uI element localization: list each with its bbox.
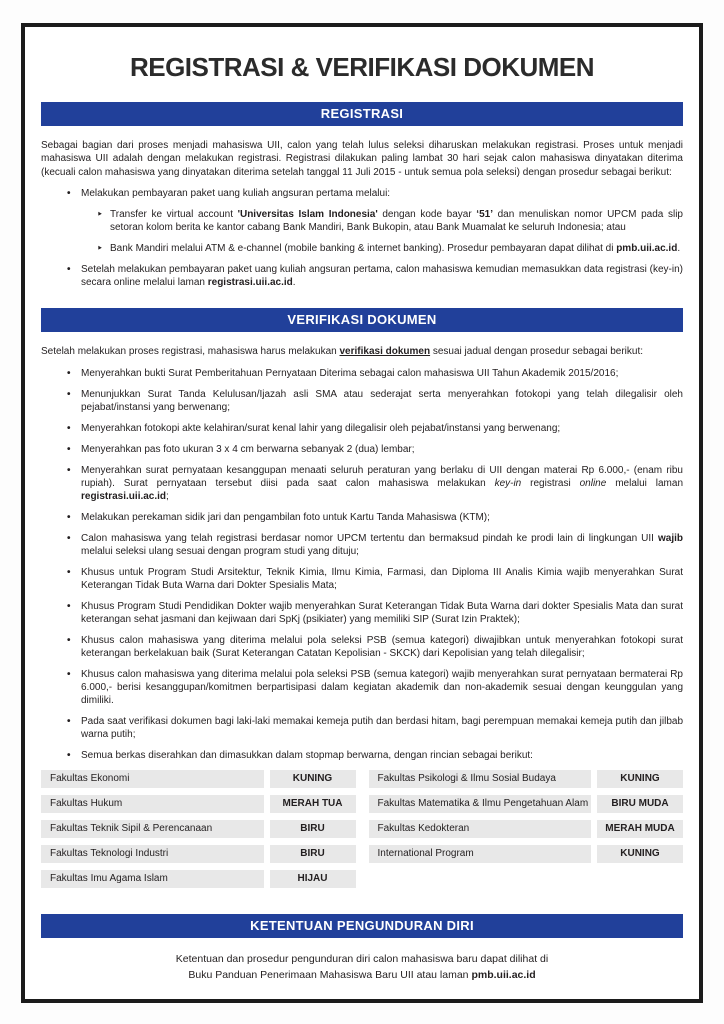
bullet-item bbox=[67, 388, 683, 414]
bullet-text bbox=[81, 600, 683, 626]
folder-color-table-left bbox=[41, 770, 356, 895]
faculty-name-cell: Fakultas Imu Agama Islam bbox=[41, 870, 264, 888]
folder-color-cell: MERAH TUA bbox=[270, 795, 356, 813]
bullet-icon: • bbox=[67, 187, 71, 199]
bullet-icon: • bbox=[67, 389, 71, 401]
text-run: registrasi bbox=[521, 478, 580, 490]
bullet-text bbox=[81, 715, 683, 741]
text-run: Transfer ke virtual account bbox=[110, 208, 238, 220]
bullet-icon: • bbox=[67, 263, 71, 275]
faculty-name-cell: Fakultas Psikologi & Ilmu Sosial Budaya bbox=[369, 770, 592, 788]
text-run: 'Universitas Islam Indonesia' bbox=[237, 208, 378, 220]
bullet-item bbox=[67, 715, 683, 741]
bullet-icon: • bbox=[67, 423, 71, 435]
section-header-registrasi: REGISTRASI bbox=[41, 102, 683, 126]
bullet-icon: • bbox=[67, 750, 71, 762]
withdrawal-note-line2 bbox=[41, 967, 683, 983]
sub-bullet-icon: ‣ bbox=[97, 242, 103, 253]
text-run: dan menuliskan nomor UPCM pada slip setoran kolom berita ke kantor cabang Bank Mandiri, Bank Bukopin, atau Bank Muamalat ke seluruh Indonesia; atau bbox=[110, 208, 683, 233]
bullet-text bbox=[81, 388, 683, 414]
bullet-item bbox=[67, 422, 683, 435]
text-run: ‘51’ bbox=[476, 208, 493, 220]
text-run: Menyerahkan fotokopi akte kelahiran/surat kenal lahir yang dilegalisir oleh pejabat/instansi yang berwenang; bbox=[81, 423, 561, 435]
folder-color-cell: KUNING bbox=[597, 845, 683, 863]
sub-bullet-icon: ‣ bbox=[97, 208, 103, 219]
faculty-name-cell: Fakultas Matematika & Ilmu Pengetahuan Alam bbox=[369, 795, 592, 813]
text-run: Ketentuan dan prosedur pengunduran diri calon mahasiswa baru dapat dilihat di bbox=[175, 953, 549, 966]
text-run: key-in bbox=[494, 478, 522, 490]
text-run: . bbox=[292, 276, 296, 288]
faculty-color-row bbox=[369, 770, 684, 788]
verifikasi-intro bbox=[41, 345, 683, 358]
bullet-text bbox=[81, 443, 683, 456]
bullet-text bbox=[81, 749, 683, 762]
bullet-item bbox=[67, 749, 683, 762]
text-run: Setelah melakukan pembayaran paket uang kuliah angsuran pertama, calon mahasiswa kemudian memasukkan data registrasi (key-in) secara online melalui laman bbox=[81, 263, 683, 288]
withdrawal-note-line1 bbox=[41, 951, 683, 967]
bullet-icon: • bbox=[67, 635, 71, 647]
faculty-name-cell: Fakultas Hukum bbox=[41, 795, 264, 813]
bullet-item bbox=[67, 367, 683, 380]
faculty-color-row bbox=[369, 820, 684, 838]
folder-color-table-right bbox=[369, 770, 684, 895]
text-run: Setelah melakukan proses registrasi, mahasiswa harus melakukan bbox=[41, 345, 340, 357]
bullet-item bbox=[67, 464, 683, 503]
text-run: ; bbox=[166, 491, 169, 503]
faculty-color-row bbox=[41, 795, 356, 813]
bullet-text bbox=[110, 208, 683, 234]
section-header-verifikasi: VERIFIKASI DOKUMEN bbox=[41, 308, 683, 332]
bullet-item bbox=[67, 600, 683, 626]
registrasi-intro bbox=[41, 139, 683, 179]
text-run: Khusus calon mahasiswa yang diterima melalui pola seleksi PSB (semua kategori) wajib menyerahkan surat pernyataan bermaterai Rp 6.000,- berisi kesanggupan/komitmen berpartisipasi dalam kegiatan akademik dan non-akademik sesuai dengan keunggulan yang dimiliki. bbox=[81, 669, 683, 707]
bullet-item bbox=[67, 668, 683, 707]
faculty-color-row bbox=[41, 820, 356, 838]
bullet-text bbox=[81, 668, 683, 707]
bullet-text bbox=[81, 187, 683, 200]
text-run: pmb.uii.ac.id bbox=[471, 969, 536, 982]
text-run: wajib bbox=[657, 533, 683, 545]
section-header-ketentuan: KETENTUAN PENGUNDURAN DIRI bbox=[41, 914, 683, 938]
page-title: REGISTRASI & VERIFIKASI DOKUMEN bbox=[129, 52, 595, 82]
text-run: Khusus untuk Program Studi Arsitektur, Teknik Kimia, Ilmu Kimia, Farmasi, dan Diploma III Analis Kimia wajib menyerahkan Surat Keterangan Tidak Buta Warna dari Dokter Spesialis Mata; bbox=[81, 567, 683, 592]
text-run: Sebagai bagian dari proses menjadi mahasiswa UII, calon yang telah lulus seleksi diharuskan melakukan registrasi. Proses untuk menjadi mahasiswa UII adalah dengan melakukan registrasi. Registrasi dilakukan paling lambat 30 hari sejak calon mahasiswa dinyatakan diterima (kecuali calon mahasiswa yang dinyatakan diterima setelah tanggal 11 Juli 2015 - untuk semua pola seleksi) dengan prosedur sebagai berikut: bbox=[41, 140, 683, 178]
bullet-icon: • bbox=[67, 512, 71, 524]
bullet-item bbox=[67, 511, 683, 524]
verifikasi-bullet-list bbox=[41, 367, 683, 762]
faculty-color-row bbox=[369, 795, 684, 813]
text-run: online bbox=[579, 478, 607, 490]
folder-color-cell: KUNING bbox=[270, 770, 356, 788]
text-run: verifikasi dokumen bbox=[339, 345, 431, 357]
text-run: Menyerahkan surat pernyataan kesanggupan menaati seluruh peraturan yang berlaku di UII dengan materai Rp 6.000,- (enam ribu rupiah). Surat pernyataan tersebut diisi pada saat calon mahasiswa melakukan bbox=[81, 465, 683, 490]
folder-color-cell: BIRU bbox=[270, 820, 356, 838]
text-run: Buku Panduan Penerimaan Mahasiswa Baru UII atau laman bbox=[188, 969, 472, 982]
folder-color-table bbox=[41, 770, 683, 895]
text-run: melalui laman bbox=[606, 478, 684, 490]
bullet-item bbox=[67, 634, 683, 660]
bullet-icon: • bbox=[67, 465, 71, 477]
withdrawal-note bbox=[41, 951, 683, 984]
bullet-text bbox=[110, 242, 683, 255]
text-run: . bbox=[677, 242, 681, 254]
bullet-icon: • bbox=[67, 533, 71, 545]
text-run: registrasi.uii.ac.id bbox=[81, 491, 167, 503]
registrasi-bullet-list bbox=[41, 187, 683, 289]
folder-color-cell: KUNING bbox=[597, 770, 683, 788]
bullet-icon: • bbox=[67, 716, 71, 728]
folder-color-cell: BIRU MUDA bbox=[597, 795, 683, 813]
bullet-icon: • bbox=[67, 444, 71, 456]
document-page bbox=[21, 23, 703, 1003]
text-run: Semua berkas diserahkan dan dimasukkan dalam stopmap berwarna, dengan rincian sebagai berikut: bbox=[81, 750, 533, 762]
bullet-item bbox=[97, 208, 683, 234]
bullet-text bbox=[81, 367, 683, 380]
faculty-name-cell: Fakultas Kedokteran bbox=[369, 820, 592, 838]
bullet-icon: • bbox=[67, 567, 71, 579]
text-run: Khusus Program Studi Pendidikan Dokter wajib menyerahkan Surat Keterangan Tidak Buta Warna dari dokter Spesialis Mata dan surat keterangan sehat jasmani dan kejiwaan dari SpKj (psikiater) yang memiliki SIP (Surat Izin Praktek); bbox=[81, 601, 683, 626]
bullet-item bbox=[97, 242, 683, 255]
folder-color-cell: MERAH MUDA bbox=[597, 820, 683, 838]
faculty-name-cell: Fakultas Ekonomi bbox=[41, 770, 264, 788]
text-run: dengan kode bayar bbox=[377, 208, 477, 220]
text-run: Calon mahasiswa yang telah registrasi berdasar nomor UPCM tertentu dan bermaksud pindah ke prodi lain di lingkungan UII bbox=[81, 533, 658, 545]
text-run: Bank Mandiri melalui ATM & e-channel (mobile banking & internet banking). Prosedur pembayaran dapat dilihat di bbox=[110, 242, 617, 254]
faculty-name-cell: Fakultas Teknik Sipil & Perencanaan bbox=[41, 820, 264, 838]
bullet-icon: • bbox=[67, 669, 71, 681]
bullet-item bbox=[67, 566, 683, 592]
bullet-item bbox=[67, 443, 683, 456]
faculty-name-cell: International Program bbox=[369, 845, 592, 863]
bullet-text bbox=[81, 422, 683, 435]
text-run: Menyerahkan pas foto ukuran 3 x 4 cm berwarna sebanyak 2 (dua) lembar; bbox=[81, 444, 415, 456]
bullet-text bbox=[81, 634, 683, 660]
bullet-icon: • bbox=[67, 368, 71, 380]
faculty-color-row bbox=[369, 845, 684, 863]
text-run: Menunjukkan Surat Tanda Kelulusan/Ijazah asli SMA atau sederajat serta menyerahkan fotokopi yang telah dilegalisir oleh pejabat/instansi yang berwenang; bbox=[81, 389, 683, 414]
text-run: Menyerahkan bukti Surat Pemberitahuan Pernyataan Diterima sebagai calon mahasiswa UII Tahun Akademik 2015/2016; bbox=[81, 368, 619, 380]
text-run: Pada saat verifikasi dokumen bagi laki-laki memakai kemeja putih dan berdasi hitam, bagi perempuan memakai kemeja putih dan jilbab warna putih; bbox=[81, 716, 683, 741]
bullet-text bbox=[81, 464, 683, 503]
bullet-text bbox=[81, 566, 683, 592]
faculty-color-row bbox=[41, 770, 356, 788]
text-run: pmb.uii.ac.id bbox=[616, 242, 678, 254]
bullet-item bbox=[67, 532, 683, 558]
folder-color-cell: HIJAU bbox=[270, 870, 356, 888]
text-run: Melakukan perekaman sidik jari dan pengambilan foto untuk Kartu Tanda Mahasiswa (KTM); bbox=[81, 512, 490, 524]
text-run: melalui seleksi ulang sesuai dengan program studi yang dituju; bbox=[81, 546, 359, 558]
bullet-item bbox=[67, 187, 683, 200]
bullet-text bbox=[81, 263, 683, 289]
text-run: registrasi.uii.ac.id bbox=[207, 276, 293, 288]
faculty-color-row bbox=[41, 845, 356, 863]
faculty-color-row bbox=[41, 870, 356, 888]
text-run: sesuai jadual dengan prosedur sebagai berikut: bbox=[430, 345, 644, 357]
text-run: Khusus calon mahasiswa yang diterima melalui pola seleksi PSB (semua kategori) diwajibkan untuk menyerahkan fotokopi surat keterangan berkelakuan baik (Surat Keterangan Catatan Kepolisian - SKCK) dari Kepolisian yang telah dilegalisir; bbox=[81, 635, 683, 660]
bullet-text bbox=[81, 511, 683, 524]
bullet-icon: • bbox=[67, 601, 71, 613]
bullet-text bbox=[81, 532, 683, 558]
bullet-item bbox=[67, 263, 683, 289]
text-run: Melakukan pembayaran paket uang kuliah angsuran pertama melalui: bbox=[81, 187, 391, 199]
faculty-name-cell: Fakultas Teknologi Industri bbox=[41, 845, 264, 863]
folder-color-cell: BIRU bbox=[270, 845, 356, 863]
